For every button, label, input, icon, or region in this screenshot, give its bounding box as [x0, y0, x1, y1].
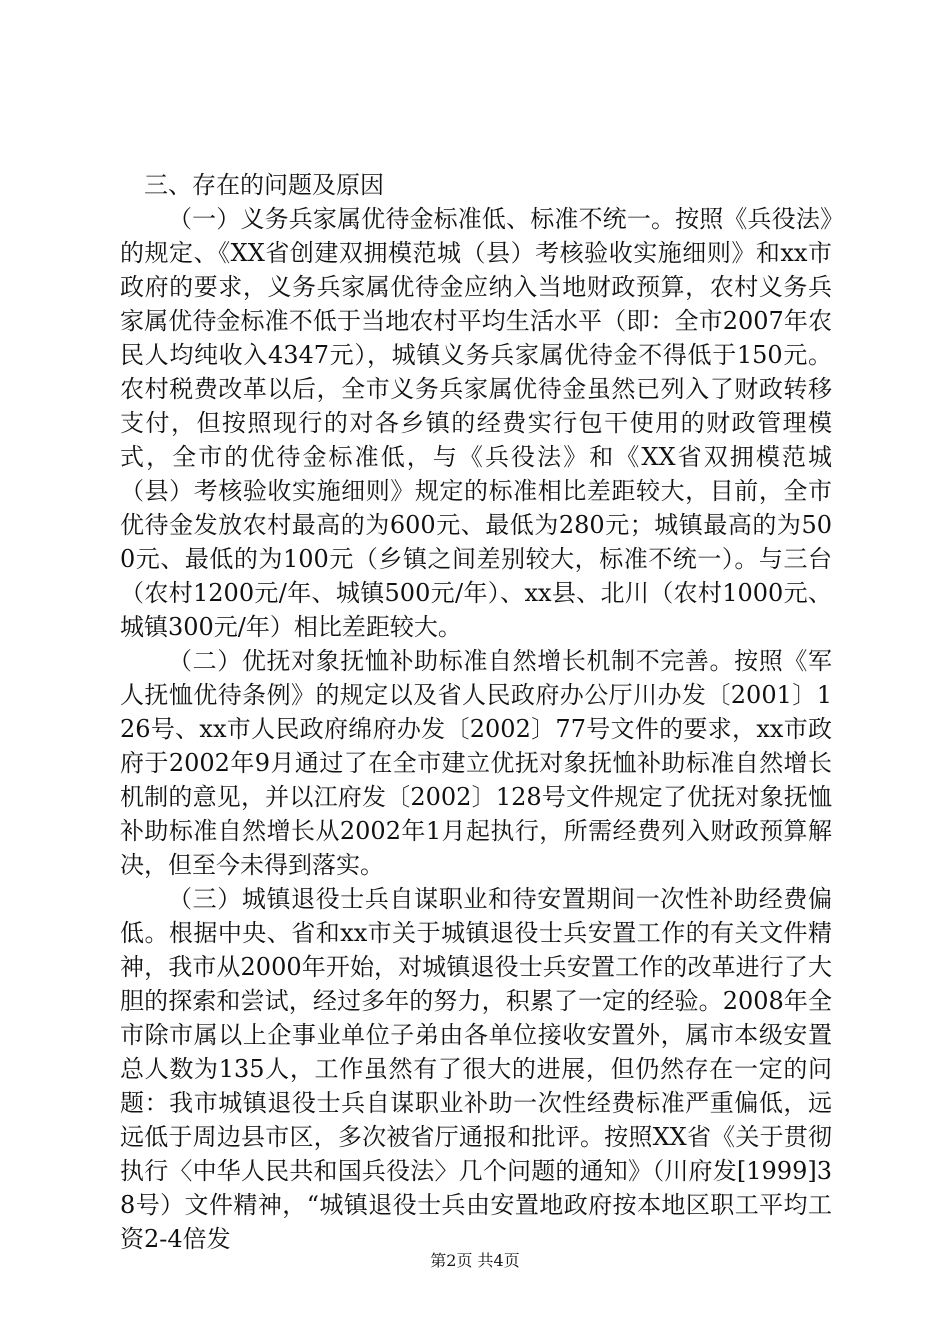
paragraph-2: （二）优抚对象抚恤补助标准自然增长机制不完善。按照《军人抚恤优待条例》的规定以及省人民政府办公厅川办发〔2001〕126号、xx市人民政府绵府办发〔2002〕77号文件的要求，xx市政府于2002年9月通过了在全市建立优抚对象抚恤补助标准自然增长机制的意见，并以江府发〔2002〕128号文件规定了优抚对象抚恤补助标准自然增长从2002年1月起执行，所需经费列入财政预算解决，但至今未得到落实。 — [120, 647, 832, 879]
paragraph-1: （一）义务兵家属优待金标准低、标准不统一。按照《兵役法》的规定、《XX省创建双拥模范城（县）考核验收实施细则》和xx市政府的要求，义务兵家属优待金应纳入当地财政预算，农村义务兵家属优待金标准不低于当地农村平均生活水平（即：全市2007年农民人均纯收入4347元），城镇义务兵家属优待金不得低于150元。农村税费改革以后，全市义务兵家属优待金虽然已列入了财政转移支付，但按照现行的对各乡镇的经费实行包干使用的财政管理模式，全市的优待金标准低，与《兵役法》和《XX省双拥模范城（县）考核验收实施细则》规定的标准相比差距较大，目前，全市优待金发放农村最高的为600元、最低为280元；城镇最高的为500元、最低的为100元（乡镇之间差别较大，标准不统一）。与三台（农村1200元/年、城镇500元/年）、xx县、北川（农村1000元、城镇300元/年）相比差距较大。 — [120, 205, 832, 641]
section-title: 三、存在的问题及原因 — [144, 171, 384, 199]
paragraph-3: （三）城镇退役士兵自谋职业和待安置期间一次性补助经费偏低。根据中央、省和xx市关于城镇退役士兵安置工作的有关文件精神，我市从2000年开始，对城镇退役士兵安置工作的改革进行了大胆的探索和尝试，经过多年的努力，积累了一定的经验。2008年全市除市属以上企事业单位子弟由各单位接收安置外，属市本级安置总人数为135人，工作虽然有了很大的进展，但仍然存在一定的问题：我市城镇退役士兵自谋职业补助一次性经费标准严重偏低，远远低于周边县市区，多次被省厅通报和批评。按照XX省《关于贯彻执行〈中华人民共和国兵役法〉几个问题的通知》（川府发[1999]38号）文件精神，“城镇退役士兵由安置地政府按本地区职工平均工资2-4倍发 — [120, 885, 832, 1253]
document-body — [120, 168, 832, 1256]
page-number-footer: 第2页 共4页 — [430, 1251, 520, 1270]
